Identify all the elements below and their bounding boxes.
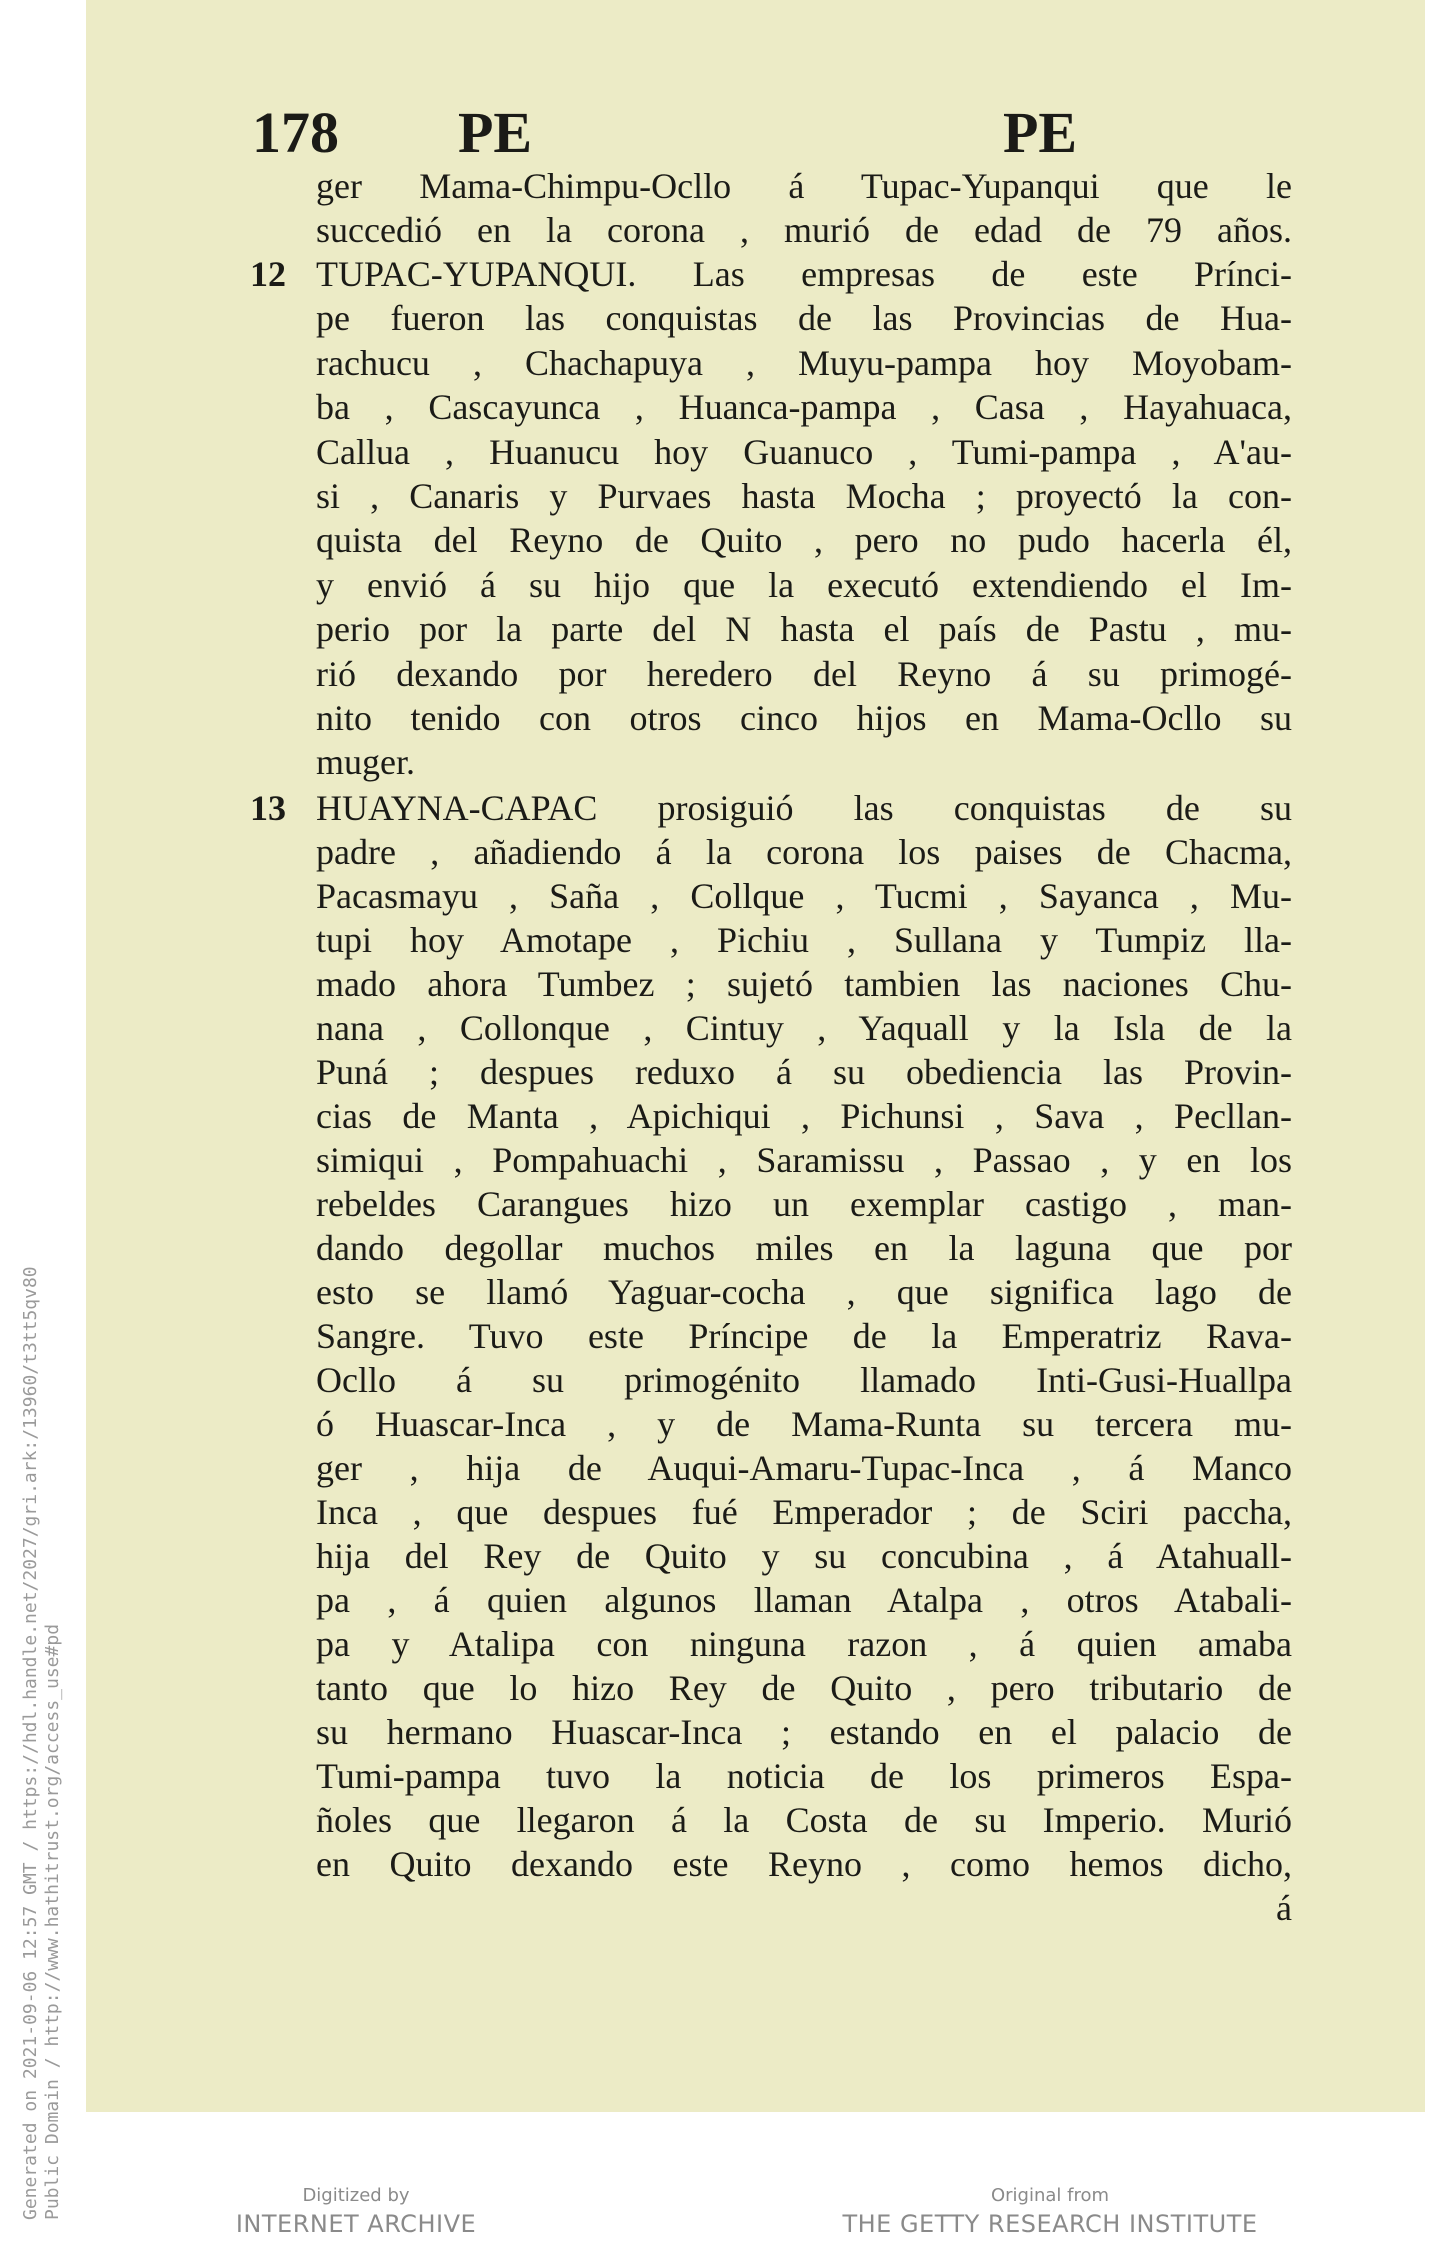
text-line: Puná ; despues reduxo á su obediencia las Provin- xyxy=(316,1052,1292,1092)
text-line: en Quito dexando este Reyno , como hemos dicho, xyxy=(316,1844,1292,1884)
text-line: esto se llamó Yaguar-cocha , que significa lago de xyxy=(316,1272,1292,1312)
text-line: pe fueron las conquistas de las Provincias de Hua- xyxy=(316,298,1292,338)
section-number-12: 12 xyxy=(250,254,286,294)
text-line: perio por la parte del N hasta el país de Pastu , mu- xyxy=(316,609,1292,649)
institution-name: THE GETTY RESEARCH INSTITUTE xyxy=(842,2210,1258,2238)
text-line: Tumi-pampa tuvo la noticia de los primeros Espa- xyxy=(316,1756,1292,1796)
text-line: padre , añadiendo á la corona los paises de Chacma, xyxy=(316,832,1292,872)
text-line: Ocllo á su primogénito llamado Inti-Gusi-Huallpa xyxy=(316,1360,1292,1400)
text-line: hija del Rey de Quito y su concubina , á Atahuall- xyxy=(316,1536,1292,1576)
section-number-13: 13 xyxy=(250,788,286,828)
text-line: muger. xyxy=(316,742,415,782)
text-line: mado ahora Tumbez ; sujetó tambien las naciones Chu- xyxy=(316,964,1292,1004)
text-line: pa , á quien algunos llaman Atalpa , otros Atabali- xyxy=(316,1580,1292,1620)
watermark-line-1: Generated on 2021-09-06 12:57 GMT / https://hdl.handle.net/2027/gri.ark:/13960/t3tt5qv80 xyxy=(20,1266,41,2220)
text-line: y envió á su hijo que la executó extendiendo el Im- xyxy=(316,565,1292,605)
text-line: quista del Reyno de Quito , pero no pudo hacerla él, xyxy=(316,520,1292,560)
text-line: rebeldes Carangues hizo un exemplar castigo , man- xyxy=(316,1184,1292,1224)
text-line: Inca , que despues fué Emperador ; de Sciri paccha, xyxy=(316,1492,1292,1532)
text-line: cias de Manta , Apichiqui , Pichunsi , Sava , Pecllan- xyxy=(316,1096,1292,1136)
text-line: succedió en la corona , murió de edad de 79 años. xyxy=(316,210,1292,250)
digitized-by-label: Digitized by xyxy=(302,2185,410,2206)
text-line: simiqui , Pompahuachi , Saramissu , Passao , y en los xyxy=(316,1140,1292,1180)
footer-original xyxy=(800,2183,1300,2239)
text-line: su hermano Huascar-Inca ; estando en el palacio de xyxy=(316,1712,1292,1752)
text-line: ger , hija de Auqui-Amaru-Tupac-Inca , á Manco xyxy=(316,1448,1292,1488)
catchword: á xyxy=(1276,1888,1292,1928)
digitizer-name: INTERNET ARCHIVE xyxy=(235,2210,477,2238)
text-line: TUPAC-YUPANQUI. Las empresas de este Prínci- xyxy=(316,254,1292,294)
running-head-left: PE xyxy=(458,100,533,165)
text-line: ba , Cascayunca , Huanca-pampa , Casa , Hayahuaca, xyxy=(316,387,1292,427)
text-line: rachucu , Chachapuya , Muyu-pampa hoy Moyobam- xyxy=(316,343,1292,383)
watermark-line-2: Public Domain / http://www.hathitrust.org/access_use#pd xyxy=(42,1623,63,2220)
text-line: Sangre. Tuvo este Príncipe de la Emperatriz Rava- xyxy=(316,1316,1292,1356)
text-line: dando degollar muchos miles en la laguna que por xyxy=(316,1228,1292,1268)
text-line: nito tenido con otros cinco hijos en Mama-Ocllo su xyxy=(316,698,1292,738)
text-line: HUAYNA-CAPAC prosiguió las conquistas de su xyxy=(316,788,1292,828)
running-head-right: PE xyxy=(1003,100,1078,165)
text-line: Pacasmayu , Saña , Collque , Tucmi , Sayanca , Mu- xyxy=(316,876,1292,916)
text-line: pa y Atalipa con ninguna razon , á quien amaba xyxy=(316,1624,1292,1664)
text-line: tanto que lo hizo Rey de Quito , pero tributario de xyxy=(316,1668,1292,1708)
text-line: rió dexando por heredero del Reyno á su primogé- xyxy=(316,654,1292,694)
text-line: ó Huascar-Inca , y de Mama-Runta su tercera mu- xyxy=(316,1404,1292,1444)
footer-digitized xyxy=(106,2183,606,2239)
text-line: ñoles que llegaron á la Costa de su Imperio. Murió xyxy=(316,1800,1292,1840)
text-line: tupi hoy Amotape , Pichiu , Sullana y Tumpiz lla- xyxy=(316,920,1292,960)
original-from-label: Original from xyxy=(990,2185,1110,2206)
text-line: si , Canaris y Purvaes hasta Mocha ; proyectó la con- xyxy=(316,476,1292,516)
text-line: ger Mama-Chimpu-Ocllo á Tupac-Yupanqui que le xyxy=(316,166,1292,206)
text-line: nana , Collonque , Cintuy , Yaquall y la Isla de la xyxy=(316,1008,1292,1048)
text-line: Callua , Huanucu hoy Guanuco , Tumi-pampa , A'au- xyxy=(316,432,1292,472)
page-number: 178 xyxy=(252,100,339,165)
